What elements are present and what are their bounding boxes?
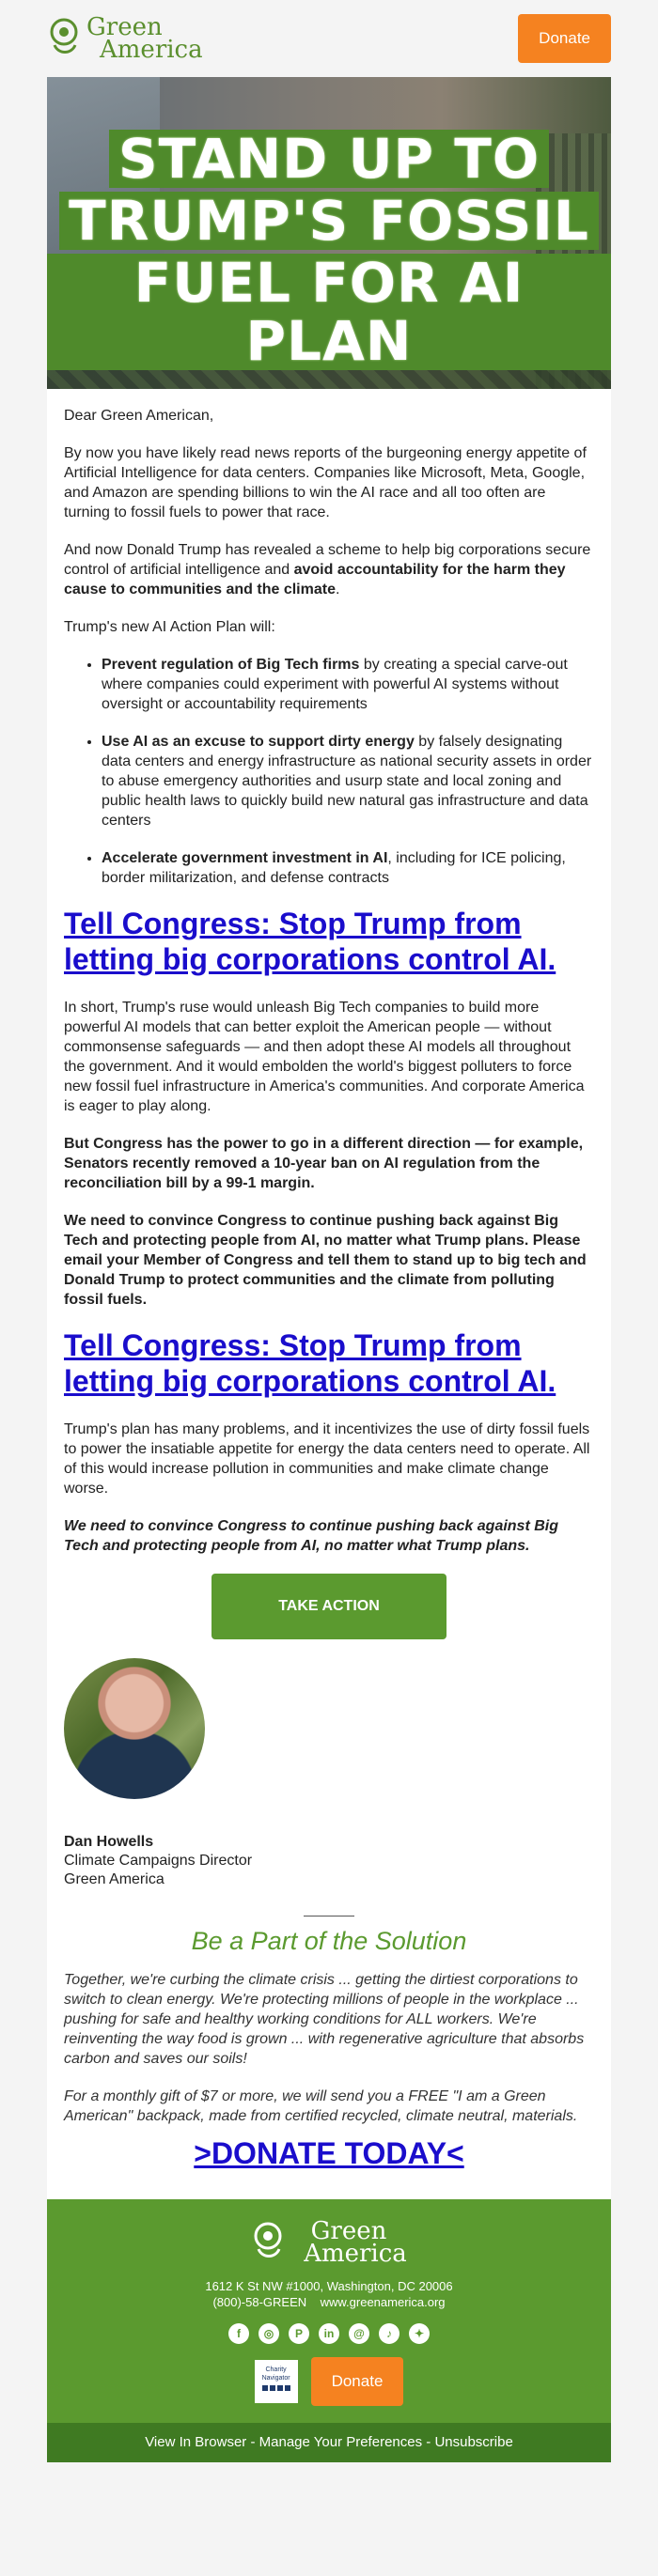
header-donate-button[interactable]: Donate (518, 14, 611, 63)
social-links (47, 2323, 611, 2344)
header (47, 0, 611, 77)
bullet-bold: Accelerate government investment in AI (102, 850, 388, 866)
signature-title: Climate Campaigns Director (64, 1853, 253, 1869)
signature-org: Green America (64, 1871, 164, 1887)
paragraph-problems: Trump's plan has many problems, and it incentivizes the use of dirty fossil fuels to power the insatiable appetite for energy the data centers need to operate. All of this would increase pollution in communities and make climate change worse. (64, 1421, 590, 1497)
badge-stars (255, 2385, 298, 2391)
greeting: Dear Green American, (64, 408, 214, 424)
threads-icon[interactable]: @ (349, 2323, 369, 2344)
footer (47, 2199, 611, 2462)
hero-headline (47, 128, 611, 372)
logo-text (86, 13, 203, 64)
hero-line-1: STAND UP TO (109, 130, 549, 188)
paragraph-closing (64, 1516, 594, 1556)
globe-leaf-icon (47, 17, 81, 60)
email-body (47, 389, 611, 2199)
paragraph-scheme-end: . (335, 582, 340, 597)
pinterest-icon[interactable]: P (289, 2323, 309, 2344)
paragraph-scheme-text: And now Donald Trump has revealed a scheme to help big corporations secure control of artificial intelligence and (64, 542, 591, 578)
cta-container (64, 1574, 594, 1639)
green-america-logo[interactable] (47, 13, 203, 64)
hero-line-3: FUEL FOR AI PLAN (47, 254, 611, 370)
list-item (102, 732, 594, 830)
signature (64, 1833, 594, 1889)
footer-contact (47, 2294, 611, 2310)
unsubscribe-link[interactable]: Unsubscribe (434, 2434, 513, 2450)
tell-congress-link-2[interactable]: Tell Congress: Stop Trump from letting big corporations control AI. (64, 1328, 556, 1398)
bullet-bold: Prevent regulation of Big Tech firms (102, 657, 360, 673)
paragraph-ruse: In short, Trump's ruse would unleash Big Tech companies to build more powerful AI models that can better exploit the American people — without commonsense safeguards — and then adopt these AI models all throughout the government. And it would embolden the world's biggest polluters to force new fossil fuel infrastructure in America's communities. And corporate America is eager to play along. (64, 1000, 585, 1114)
footer-website[interactable]: www.greenamerica.org (320, 2295, 446, 2309)
badge-line1: Charity (265, 2367, 287, 2373)
hero-banner[interactable] (47, 77, 611, 389)
logo-line1: Green (86, 13, 163, 41)
tiktok-icon[interactable]: ♪ (379, 2323, 400, 2344)
bullet-text: by falsely designating data centers and energy infrastructure as national security assets in order to abuse emergency authorities and usurp state and local zoning and public health laws to quickly build new natural gas infrastructure and data centers (102, 734, 592, 829)
avatar (64, 1658, 205, 1799)
link-separator: - (422, 2434, 435, 2450)
subfooter-links (47, 2423, 611, 2462)
footer-logo-line2: America (304, 2240, 407, 2268)
donate-today-link[interactable]: >DONATE TODAY< (194, 2136, 464, 2170)
backpack-offer-paragraph: For a monthly gift of $7 or more, we will send you a FREE "I am a Green American" backpack, made from certified recycled, climate neutral, materials. (64, 2088, 578, 2124)
footer-donate-button[interactable]: Donate (311, 2357, 404, 2406)
solution-paragraph: Together, we're curbing the climate crisis ... getting the dirtiest corporations to switch to clean energy. We're protecting millions of people in the workplace ... pushing for safe and healthy working conditions for ALL workers. We're reinventing the way food is grown ... with regenerative agriculture that absorbs carbon and saves our soils! (64, 1972, 585, 2067)
footer-address: 1612 K St NW #1000, Washington, DC 20006 (205, 2279, 453, 2293)
bullet-text: , including for ICE policing, border militarization, and defense contracts (102, 850, 566, 886)
badge-line2: Navigator (261, 2375, 290, 2382)
tell-congress-link-1[interactable]: Tell Congress: Stop Trump from letting big corporations control AI. (64, 907, 556, 976)
bluesky-icon[interactable]: ✦ (409, 2323, 430, 2344)
paragraph-closing-text: We need to convince Congress to continue pushing back against Big Tech and protecting people from AI, no matter what Trump plans. (64, 1518, 558, 1554)
facebook-icon[interactable]: f (228, 2323, 249, 2344)
paragraph-convince-text: We need to convince Congress to continue pushing back against Big Tech and protecting people from AI, no matter what Trump plans. Please email your Member of Congress and tell them to stand up to big tech and Donald Trump to protect communities and the climate from polluting fossil fuels. (64, 1213, 587, 1308)
footer-phone: (800)-58-GREEN (212, 2295, 307, 2309)
plan-bullet-list (64, 655, 594, 888)
footer-logo[interactable] (47, 2217, 611, 2268)
take-action-button[interactable]: TAKE ACTION (212, 1574, 446, 1639)
link-separator: - (246, 2434, 259, 2450)
bullet-text: by creating a special carve-out where companies could experiment with powerful AI systems without oversight or accountability requirements (102, 657, 568, 712)
globe-leaf-icon (251, 2221, 285, 2264)
hero-line-2: TRUMP'S FOSSIL (59, 192, 599, 250)
paragraph-congress-power (64, 1134, 594, 1193)
view-in-browser-link[interactable]: View In Browser (145, 2434, 247, 2450)
signature-name (64, 1833, 594, 1852)
paragraph-congress-power-text: But Congress has the power to go in a different direction — for example, Senators recently removed a 10-year ban on AI regulation from the reconciliation bill by a 99-1 margin. (64, 1136, 584, 1191)
paragraph-intro: By now you have likely read news reports of the burgeoning energy appetite of Artificial Intelligence for data centers. Companies like Microsoft, Meta, Google, and Amazon are spending billions to win the AI race and all too often are turning to fossil fuels to power that race. (64, 445, 587, 520)
list-item (102, 655, 594, 714)
bullet-bold: Use AI as an excuse to support dirty energy (102, 734, 415, 750)
signature-name-text: Dan Howells (64, 1834, 154, 1850)
footer-address-block (47, 2278, 611, 2310)
paragraph-convince (64, 1211, 594, 1310)
paragraph-scheme (64, 540, 594, 599)
list-item (102, 848, 594, 888)
paragraph-plan-intro: Trump's new AI Action Plan will: (64, 619, 275, 635)
email-container (47, 0, 611, 2462)
footer-actions (47, 2357, 611, 2423)
linkedin-icon[interactable]: in (319, 2323, 339, 2344)
paragraph-scheme-bold: avoid accountability for the harm they cause to communities and the climate (64, 562, 566, 597)
manage-preferences-link[interactable]: Manage Your Preferences (258, 2434, 423, 2450)
footer-logo-text (290, 2217, 407, 2268)
charity-navigator-badge[interactable] (255, 2360, 298, 2403)
solution-title: Be a Part of the Solution (191, 1927, 467, 1955)
logo-line2: America (100, 36, 203, 64)
footer-logo-line1: Green (310, 2217, 387, 2245)
instagram-icon[interactable]: ◎ (258, 2323, 279, 2344)
